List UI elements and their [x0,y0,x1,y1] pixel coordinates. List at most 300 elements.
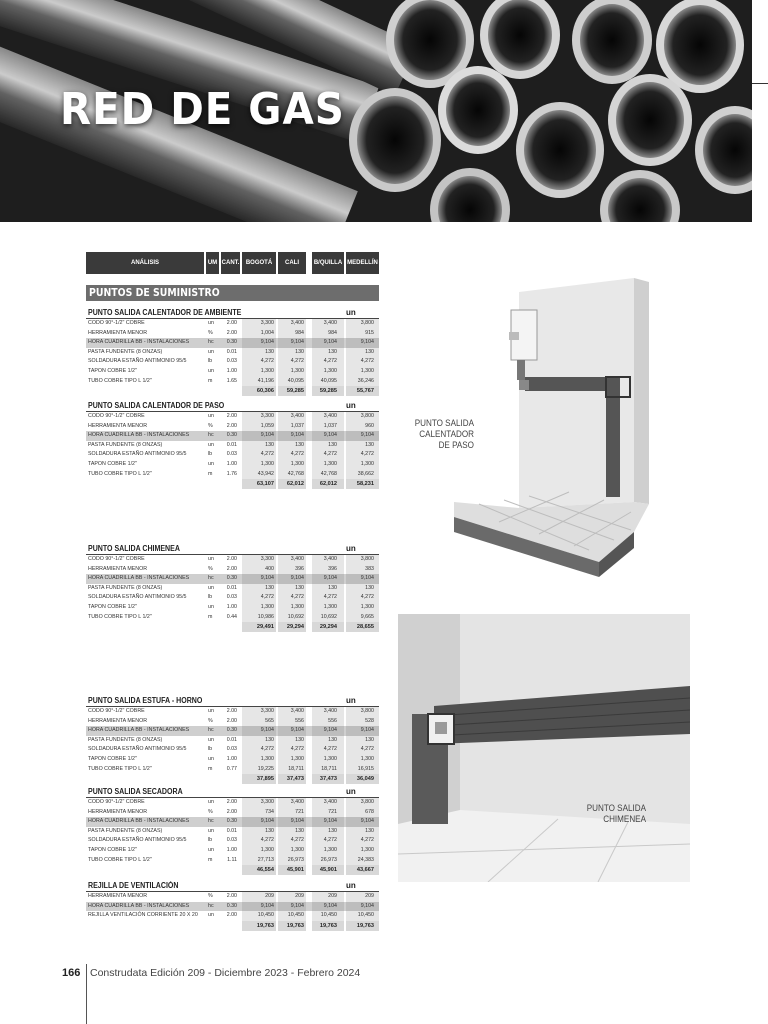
cell-um: m [208,856,213,863]
cell-desc: HORA CUADRILLA BB - INSTALACIONES [88,575,190,582]
cell-bog: 734 [265,808,274,815]
cell-cali: 209 [295,893,304,899]
cell-med: 4,272 [360,451,374,458]
cell-baq: 40,095 [320,377,337,384]
cell-cant: 2.00 [226,808,237,815]
header-cant: CANT. [221,252,240,274]
cell-cali: 1,037 [290,422,304,429]
cell-cant: 0.30 [226,818,237,825]
group-name: PUNTO SALIDA CALENTADOR DE AMBIENTE [88,308,242,317]
table-row [86,470,379,480]
cell-med: 4,272 [360,594,374,601]
cell-bog: 130 [265,736,274,743]
cell-um: hc [208,575,214,582]
page-title: RED DE GAS [60,84,345,135]
cell-cant: 1.00 [226,367,237,374]
cell-bog: 3,300 [260,320,274,326]
group-unit: un [346,696,356,705]
cell-cant: 0.77 [226,765,237,772]
group-title-row [86,543,379,555]
cell-um: lb [208,837,213,844]
cell-cant: 0.01 [226,441,237,448]
cell-um: % [208,422,213,429]
cell-bog: 1,300 [260,367,274,374]
cell-bog: 1,300 [260,603,274,610]
cell-med: 9,665 [360,613,374,620]
cell-um: un [208,827,214,834]
cell-cali: 4,272 [290,358,304,365]
cell-baq: 1,300 [323,603,337,610]
group-unit: un [346,544,356,553]
cell-bog: 10,986 [257,613,274,620]
cell-um: un [208,584,214,591]
cell-cali: 984 [295,329,304,336]
cell-cali: 9,104 [290,818,304,825]
table-row [86,755,379,765]
cell-cant: 0.30 [226,902,237,909]
cell-cant: 2.00 [226,320,237,326]
cell-cali: 18,711 [288,765,304,772]
cell-cali: 4,272 [290,746,304,753]
cell-baq: 9,104 [323,575,337,582]
cell-um: lb [208,746,213,753]
cell-baq: 4,272 [323,837,337,844]
cell-cant: 0.03 [226,746,237,753]
cell-um: un [208,367,214,374]
cell-baq: 3,400 [323,413,337,419]
total-baq: 29,294 [319,624,337,631]
cell-bog: 9,104 [260,727,274,734]
table-row [86,836,379,846]
total-cali: 45,901 [286,867,304,874]
cell-um: m [208,765,213,772]
cell-cant: 2.00 [226,799,237,805]
total-row [86,921,379,931]
cell-med: 960 [365,422,374,429]
cell-cali: 10,692 [287,613,304,620]
group-unit: un [346,787,356,796]
cell-med: 528 [365,717,374,724]
cell-cant: 0.03 [226,837,237,844]
cell-med: 9,104 [360,818,374,825]
cell-um: un [208,320,214,326]
cell-cali: 3,400 [290,413,304,419]
total-med: 55,767 [356,388,374,395]
cell-bog: 1,300 [260,846,274,853]
cell-cali: 9,104 [290,902,304,909]
group-title-row [86,307,379,319]
header-um: UM [206,252,219,274]
cell-cant: 0.30 [226,727,237,734]
cell-cant: 1.76 [226,470,237,477]
cell-baq: 10,450 [320,912,337,919]
cell-um: lb [208,358,213,365]
cell-med: 9,104 [360,575,374,582]
cell-cant: 2.00 [226,565,237,572]
cell-cant: 1.00 [226,460,237,467]
cell-desc: TAPON COBRE 1/2" [88,755,137,762]
cell-med: 678 [365,808,374,815]
cell-cant: 1.00 [226,603,237,610]
cell-cali: 396 [295,565,304,572]
cell-med: 36,246 [357,377,374,384]
cell-med: 130 [365,348,374,355]
cell-baq: 1,037 [323,422,337,429]
cell-cant: 2.00 [226,329,237,336]
cell-desc: SOLDADURA ESTAÑO ANTIMONIO 95/5 [88,451,187,458]
total-med: 19,763 [356,922,374,929]
group-unit: un [346,881,356,890]
total-baq: 19,763 [319,922,337,929]
group-title-row [86,400,379,412]
price-table-header [86,252,379,274]
group-unit: un [346,308,356,317]
price-group [86,695,379,784]
cell-um: hc [208,339,214,346]
table-row [86,707,379,717]
cell-desc: REJILLA VENTILACIÓN CORRIENTE 20 X 20 [88,912,198,919]
price-group [86,307,379,396]
cell-bog: 209 [265,893,274,899]
cell-desc: PASTA FUNDENTE (8 ONZAS) [88,348,163,355]
cell-um: un [208,603,214,610]
cell-desc: HORA CUADRILLA BB - INSTALACIONES [88,727,190,734]
table-row [86,593,379,603]
group-title-row [86,695,379,707]
cell-bog: 10,450 [257,912,274,919]
cell-baq: 556 [328,717,337,724]
table-row [86,808,379,818]
group-unit: un [346,401,356,410]
cell-desc: PASTA FUNDENTE (8 ONZAS) [88,827,163,834]
total-cali: 37,473 [286,776,304,783]
group-name: PUNTO SALIDA SECADORA [88,787,183,796]
cell-bog: 3,300 [260,708,274,714]
total-baq: 45,901 [319,867,337,874]
table-row [86,565,379,575]
cell-baq: 130 [328,441,337,448]
table-row [86,367,379,377]
cell-med: 9,104 [360,432,374,439]
table-row [86,798,379,808]
table-row [86,745,379,755]
cell-desc: TUBO COBRE TIPO L 1/2" [88,377,152,384]
cell-desc: CODO 90°-1/2" COBRE [88,413,145,419]
group-name: REJILLA DE VENTILACIÓN [88,881,179,890]
cell-bog: 130 [265,584,274,591]
total-row [86,865,379,875]
cell-cant: 0.30 [226,432,237,439]
cell-cali: 130 [295,584,304,591]
cell-baq: 4,272 [323,594,337,601]
cell-med: 3,800 [360,708,374,714]
cell-cali: 1,300 [290,460,304,467]
cell-bog: 27,713 [257,856,274,863]
cell-cant: 2.00 [226,556,237,562]
cell-med: 3,800 [360,799,374,805]
cell-cant: 0.01 [226,584,237,591]
cell-baq: 26,973 [320,856,337,863]
cell-um: hc [208,432,214,439]
total-med: 58,231 [356,481,374,488]
cell-cali: 9,104 [290,339,304,346]
cell-bog: 41,196 [257,377,274,384]
cell-bog: 3,300 [260,799,274,805]
cell-bog: 130 [265,827,274,834]
cell-med: 10,450 [357,912,374,919]
cell-baq: 1,300 [323,367,337,374]
cell-baq: 130 [328,827,337,834]
cell-cant: 2.00 [226,912,237,919]
total-bog: 29,491 [256,624,274,631]
cell-bog: 1,059 [260,422,274,429]
cell-desc: TUBO COBRE TIPO L 1/2" [88,470,152,477]
cell-baq: 209 [328,893,337,899]
total-baq: 62,012 [319,481,337,488]
total-cali: 62,012 [286,481,304,488]
cell-med: 9,104 [360,727,374,734]
cell-um: un [208,413,214,419]
cell-med: 3,800 [360,413,374,419]
cell-um: m [208,613,213,620]
cell-cant: 2.00 [226,708,237,714]
caption-calentador-paso: PUNTO SALIDA CALENTADOR DE PASO [414,418,474,450]
cell-med: 16,915 [357,765,374,772]
cell-desc: CODO 90°-1/2" COBRE [88,799,145,805]
cell-baq: 18,711 [321,765,337,772]
table-row [86,357,379,367]
cell-bog: 43,942 [257,470,274,477]
cell-bog: 9,104 [260,339,274,346]
table-row [86,329,379,339]
cell-baq: 4,272 [323,451,337,458]
total-bog: 37,895 [256,776,274,783]
cell-cali: 3,400 [290,708,304,714]
price-group [86,400,379,489]
table-row [86,765,379,775]
table-row [86,717,379,727]
cell-um: % [208,717,213,724]
cell-um: % [208,893,213,899]
cell-cali: 4,272 [290,451,304,458]
cell-um: un [208,736,214,743]
cell-desc: HORA CUADRILLA BB - INSTALACIONES [88,818,190,825]
cell-bog: 4,272 [260,594,274,601]
cell-cali: 1,300 [290,603,304,610]
cell-med: 1,300 [360,846,374,853]
cell-bog: 9,104 [260,432,274,439]
cell-desc: TAPON COBRE 1/2" [88,603,137,610]
total-cali: 59,285 [286,388,304,395]
cell-med: 383 [365,565,374,572]
cell-med: 9,104 [360,902,374,909]
cell-baq: 130 [328,348,337,355]
price-group [86,786,379,875]
cell-desc: HERRAMIENTA MENOR [88,565,148,572]
cell-cant: 0.44 [226,613,237,620]
cell-bog: 1,300 [260,755,274,762]
cell-um: lb [208,594,213,601]
group-name: PUNTO SALIDA CALENTADOR DE PASO [88,401,225,410]
cell-baq: 42,768 [320,470,337,477]
cell-cali: 721 [295,808,304,815]
cell-med: 38,662 [357,470,374,477]
cell-cali: 3,400 [290,320,304,326]
table-row [86,736,379,746]
cell-cali: 130 [295,736,304,743]
cell-baq: 1,300 [323,460,337,467]
cell-desc: HERRAMIENTA MENOR [88,717,148,724]
group-title-row [86,880,379,892]
cell-um: un [208,348,214,355]
cell-bog: 3,300 [260,556,274,562]
cell-desc: CODO 90°-1/2" COBRE [88,556,145,562]
cell-baq: 396 [328,565,337,572]
table-row [86,902,379,912]
cell-med: 4,272 [360,837,374,844]
cell-um: un [208,460,214,467]
cell-cali: 4,272 [290,594,304,601]
cell-um: un [208,708,214,714]
total-med: 28,655 [356,624,374,631]
cell-desc: TAPON COBRE 1/2" [88,846,137,853]
cell-desc: HORA CUADRILLA BB - INSTALACIONES [88,339,190,346]
cell-med: 915 [365,329,374,336]
price-group [86,543,379,632]
cell-cant: 1.00 [226,846,237,853]
cell-baq: 1,300 [323,755,337,762]
cell-bog: 565 [265,717,274,724]
cell-um: un [208,912,214,919]
table-row [86,441,379,451]
cell-cali: 3,400 [290,799,304,805]
table-row [86,348,379,358]
cell-um: lb [208,451,213,458]
cell-desc: PASTA FUNDENTE (8 ONZAS) [88,441,163,448]
cell-baq: 130 [328,584,337,591]
cell-bog: 4,272 [260,746,274,753]
cell-med: 4,272 [360,358,374,365]
header-bogota: BOGOTÁ [242,252,276,274]
cell-desc: SOLDADURA ESTAÑO ANTIMONIO 95/5 [88,358,187,365]
cell-desc: CODO 90°-1/2" COBRE [88,708,145,714]
cell-bog: 9,104 [260,575,274,582]
cell-desc: TAPON COBRE 1/2" [88,460,137,467]
cell-cant: 0.30 [226,339,237,346]
total-bog: 46,554 [256,867,274,874]
cell-desc: PASTA FUNDENTE (8 ONZAS) [88,736,163,743]
cell-cali: 10,450 [287,912,304,919]
group-title-row [86,786,379,798]
cell-bog: 9,104 [260,902,274,909]
table-row [86,450,379,460]
cell-cali: 130 [295,827,304,834]
cell-desc: SOLDADURA ESTAÑO ANTIMONIO 95/5 [88,746,187,753]
cell-baq: 3,400 [323,708,337,714]
cell-cali: 556 [295,717,304,724]
cell-um: un [208,556,214,562]
cell-med: 130 [365,827,374,834]
cell-med: 1,300 [360,755,374,762]
cell-med: 1,300 [360,367,374,374]
cell-baq: 9,104 [323,727,337,734]
cell-bog: 3,300 [260,413,274,419]
cell-med: 130 [365,441,374,448]
caption-chimenea: PUNTO SALIDA CHIMENEA [586,803,646,824]
cell-um: hc [208,902,214,909]
cell-bog: 19,225 [257,765,274,772]
cell-um: % [208,329,213,336]
table-row [86,892,379,902]
cell-desc: HERRAMIENTA MENOR [88,422,148,429]
cell-desc: TUBO COBRE TIPO L 1/2" [88,613,152,620]
cell-um: hc [208,727,214,734]
table-row [86,319,379,329]
cell-baq: 9,104 [323,818,337,825]
cell-baq: 10,692 [320,613,337,620]
cell-cant: 1.00 [226,755,237,762]
total-row [86,479,379,489]
cell-um: un [208,755,214,762]
table-row [86,726,379,736]
cell-desc: HERRAMIENTA MENOR [88,808,148,815]
total-row [86,774,379,784]
table-row [86,827,379,837]
cell-med: 24,383 [357,856,374,863]
cell-um: % [208,808,213,815]
cell-med: 130 [365,584,374,591]
cell-cant: 2.00 [226,422,237,429]
cell-baq: 721 [328,808,337,815]
cell-cali: 9,104 [290,432,304,439]
cell-med: 209 [365,893,374,899]
cell-desc: HERRAMIENTA MENOR [88,329,148,336]
table-row [86,856,379,866]
cell-cant: 2.00 [226,413,237,419]
publication-info: Construdata Edición 209 - Diciembre 2023 - Febrero 2024 [90,967,361,979]
total-med: 43,667 [356,867,374,874]
cell-cali: 26,973 [287,856,304,863]
total-bog: 63,107 [256,481,274,488]
cell-um: un [208,441,214,448]
cell-med: 1,300 [360,460,374,467]
table-row [86,911,379,921]
cell-cant: 0.30 [226,575,237,582]
table-row [86,846,379,856]
cell-baq: 3,400 [323,799,337,805]
cell-cant: 0.03 [226,594,237,601]
cell-desc: PASTA FUNDENTE (8 ONZAS) [88,584,163,591]
cell-baq: 4,272 [323,746,337,753]
cell-desc: HERRAMIENTA MENOR [88,893,148,899]
cell-cant: 2.00 [226,893,237,899]
cell-bog: 1,300 [260,460,274,467]
cell-desc: TUBO COBRE TIPO L 1/2" [88,856,152,863]
group-name: PUNTO SALIDA CHIMENEA [88,544,180,553]
cell-um: m [208,470,213,477]
cell-um: hc [208,818,214,825]
total-bog: 60,306 [256,388,274,395]
cell-cali: 9,104 [290,727,304,734]
cell-cali: 9,104 [290,575,304,582]
cell-um: un [208,799,214,805]
cell-bog: 130 [265,348,274,355]
table-row [86,574,379,584]
table-row [86,412,379,422]
table-row [86,603,379,613]
total-row [86,386,379,396]
table-row [86,431,379,441]
